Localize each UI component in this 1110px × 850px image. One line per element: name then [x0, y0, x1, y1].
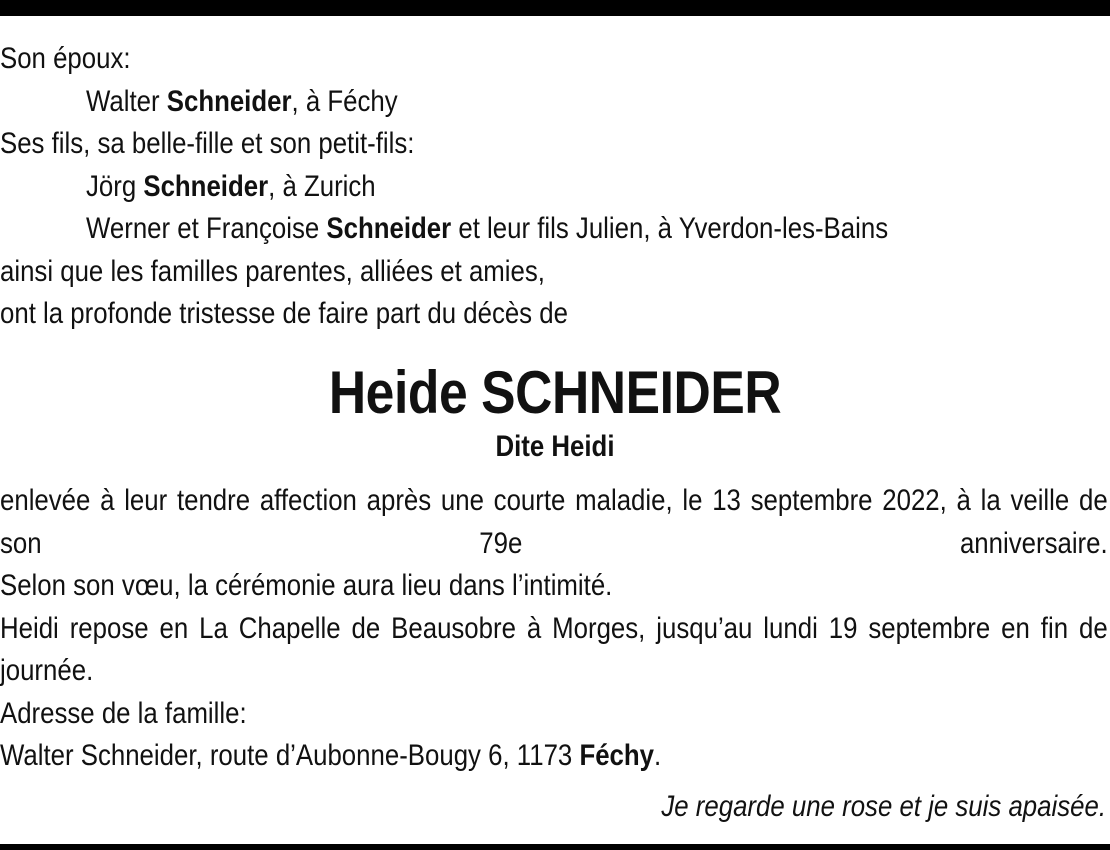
- deceased-name: Heide SCHNEIDER: [328, 359, 782, 426]
- paragraph-chapel: Heidi repose en La Chapelle de Beausobre à Morges, jusqu’au lundi 19 septembre en fin de journée.: [0, 611, 1108, 687]
- child2-given: Werner et Françoise: [86, 212, 320, 245]
- intro-line: ont la profonde tristesse de faire part du décès de: [0, 297, 568, 330]
- closing-quote: Je regarde une rose et je suis apaisée.: [661, 790, 1106, 823]
- child1-given: Jörg: [86, 169, 137, 203]
- paragraph-ceremony: Selon son vœu, la cérémonie aura lieu dans l’intimité.: [0, 569, 613, 602]
- child1-line: [0, 166, 1108, 209]
- address-line: [0, 735, 1108, 778]
- families-line: ainsi que les familles parentes, alliées et amies,: [0, 254, 545, 288]
- spouse-label: Son époux:: [0, 42, 131, 75]
- address-end: .: [654, 739, 662, 772]
- child1-place: , à Zurich: [268, 169, 376, 203]
- details-section: [0, 480, 1108, 778]
- bottom-rule: [0, 844, 1110, 850]
- deceased-title: [0, 355, 1110, 463]
- address-town: Féchy: [579, 739, 655, 772]
- paragraph-passing: enlevée à leur tendre affection après une courte maladie, le 13 septembre 2022, à la veille de son 79e anniversaire.: [0, 484, 1108, 560]
- child2-line: [0, 208, 1108, 251]
- child2-rest: et leur fils Julien, à Yverdon-les-Bains: [458, 212, 889, 245]
- address-label: Adresse de la famille:: [0, 696, 247, 730]
- family-section: [0, 38, 1108, 336]
- children-label: Ses fils, sa belle-fille et son petit-fils:: [0, 127, 415, 160]
- child1-surname: Schneider: [143, 169, 269, 203]
- spouse-place: , à Féchy: [291, 84, 398, 118]
- spouse-line: [0, 81, 1108, 124]
- spouse-given: Walter: [86, 84, 160, 118]
- child2-surname: Schneider: [326, 212, 452, 245]
- address-text: Walter Schneider, route d’Aubonne-Bougy 6, 1173: [0, 739, 573, 772]
- spouse-surname: Schneider: [166, 84, 292, 118]
- top-rule: [0, 0, 1110, 16]
- deceased-nickname: Dite Heidi: [495, 430, 615, 463]
